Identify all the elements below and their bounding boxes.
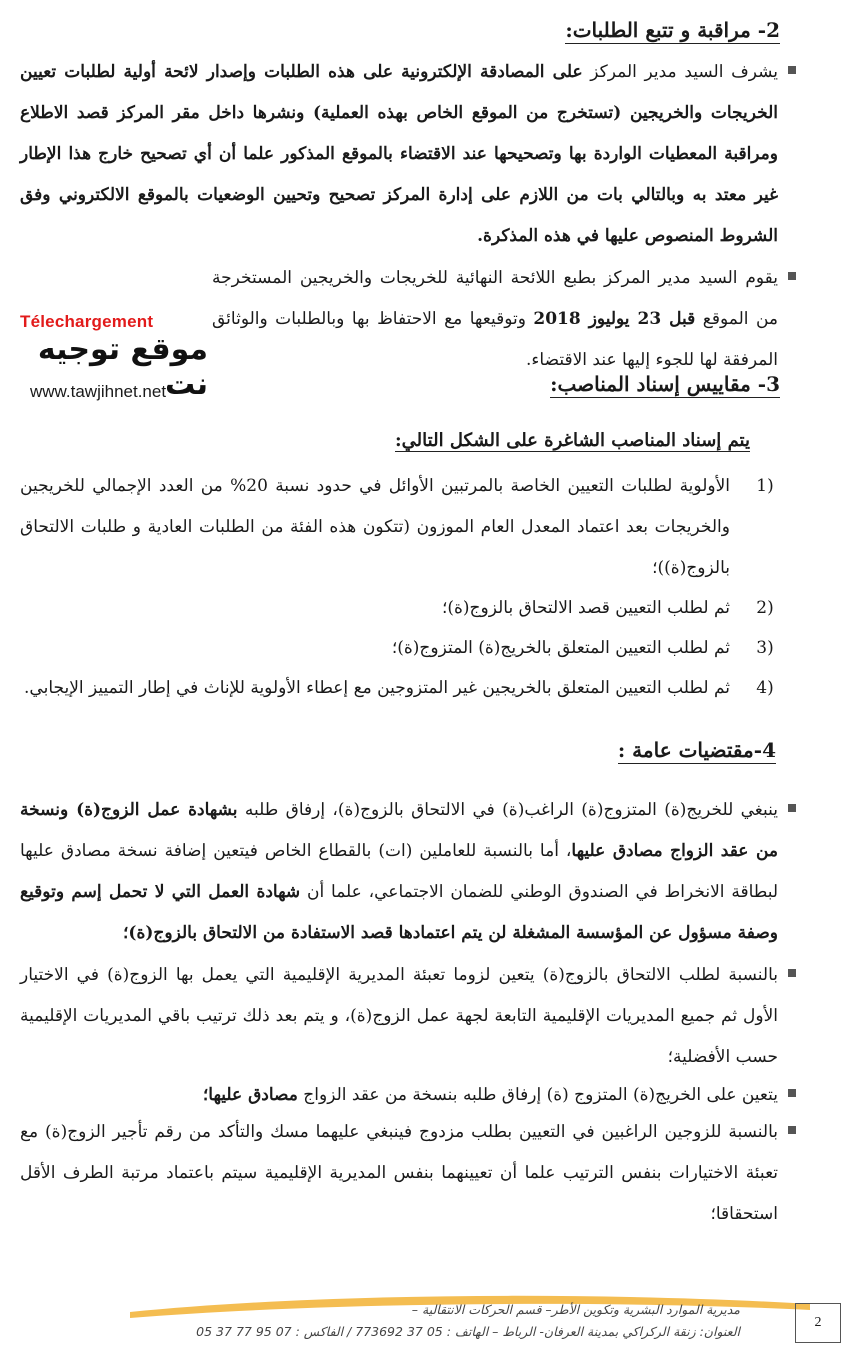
bullet-icon — [788, 969, 796, 977]
item-number: 4) — [756, 678, 774, 698]
section-4-bullet-4: بالنسبة للزوجين الراغبين في التعيين بطلب مزدوج فينبغي عليهما مسك والتأكد من رقم تأجير الزوج(ة) مع تعبئة الاختيارات بنفس الترتيب علما أن تعيينهما بنفس المديرية الإقليمية سيتم باعتماد مرتبة الطرف الأقل استحقاقا؛ — [20, 1112, 778, 1235]
tawjihnet-watermark — [18, 312, 208, 404]
bullet-icon — [788, 272, 796, 280]
page-number: 2 — [795, 1303, 841, 1343]
section-4-bullet-3: يتعين على الخريج(ة) المتزوج (ة) إرفاق طلبه بنسخة من عقد الزواج مصادق عليها؛ — [20, 1075, 778, 1116]
section-4-bullet-1: ينبغي للخريج(ة) المتزوج(ة) الراغب(ة) في الالتحاق بالزوج(ة)، إرفاق طلبه بشهادة عمل الزوج(ة) ونسخة من عقد الزواج مصادق عليها، أما بالنسبة للعاملين (ات) بالقطاع الخاص فيتعين إضافة نسخة مصادق عليها لبطاقة الانخراط في الصندوق الوطني للضمان الاجتماعي، علما أن شهادة العمل التي لا تحمل إسم وتوقيع وصفة مسؤول عن المؤسسة المشغلة لن يتم اعتمادها قصد الاستفادة من الالتحاق بالزوج(ة)؛ — [20, 790, 778, 954]
criteria-item-3: 3) ثم لطلب التعيين المتعلق بالخريج(ة) المتزوج(ة)؛ — [20, 628, 730, 669]
item-number: 3) — [756, 638, 774, 658]
item-number: 2) — [756, 598, 774, 618]
section-3-title: 3- مقاييس إسناد المناصب: — [550, 372, 780, 396]
criteria-item-2: 2) ثم لطلب التعيين قصد الالتحاق بالزوج(ة)؛ — [20, 588, 730, 629]
footer-department: مديرية الموارد البشرية وتكوين الأطر– قسم الحركات الانتقالية – — [411, 1302, 740, 1317]
bullet-icon — [788, 66, 796, 74]
watermark-logo: موقع توجيه نت — [37, 332, 208, 402]
section-4-title: 4-مقتضيات عامة : — [617, 738, 776, 762]
section-2-bullet-2: يقوم السيد مدير المركز بطبع اللائحة النهائية للخريجات والخريجين المستخرجة من الموقع قبل 23 يوليوز 2018 وتوقيعها مع الاحتفاظ بها وبالطلبات والوثائق المرفقة لها للجوء إليها عند الاقتضاء. — [212, 258, 778, 381]
bullet-icon — [788, 1126, 796, 1134]
watermark-url[interactable]: www.tawjihnet.net — [30, 382, 167, 401]
footer-address: العنوان: زنقة الركراكي بمدينة العرفان- الرباط – الهاتف : 05 37 773692 / الفاكس : 07 95 77 37 05 — [196, 1324, 740, 1339]
watermark-download-label: Télechargement — [20, 312, 154, 331]
section-2-title: 2- مراقبة و تتبع الطلبات: — [565, 18, 780, 42]
item-number: 1) — [756, 476, 774, 496]
section-2-bullet-1: يشرف السيد مدير المركز على المصادقة الإلكترونية على هذه الطلبات وإصدار لائحة أولية لطلبات تعيين الخريجات والخريجين (تستخرج من الموقع الخاص بهذه العملية) ونشرها داخل مقر المركز قصد الاطلاع ومراقبة المعطيات الواردة بها وتصحيحها عند الاقتضاء بالموقع المذكور علما أن أي تصحيح خارج هذا الإطار غير معتد به وبالتالي بات من اللازم على إدارة المركز تصحيح وتحيين الوضعيات بالموقع الالكتروني وفق الشروط المنصوص عليها في هذه المذكرة. — [20, 52, 778, 257]
bullet-icon — [788, 804, 796, 812]
section-3-subtitle: يتم إسناد المناصب الشاغرة على الشكل التالي: — [395, 430, 750, 451]
criteria-item-1: 1) الأولوية لطلبات التعيين الخاصة بالمرتبين الأوائل في حدود نسبة 20% من العدد الإجمالي للخريجين والخريجات بعد اعتماد المعدل العام الموزون (تتكون هذه الفئة من الطلبات العادية و طلبات الالتحاق بالزوج(ة))؛ — [20, 466, 730, 589]
section-4-bullet-2: بالنسبة لطلب الالتحاق بالزوج(ة) يتعين لزوما تعبئة المديرية الإقليمية التي يعمل بها الزوج(ة) في الاختيار الأول ثم جميع المديريات الإقليمية التابعة لجهة عمل الزوج(ة)، و يتم بعد ذلك ترتيب باقي المديريات الإقليمية حسب الأفضلية؛ — [20, 955, 778, 1078]
bullet-icon — [788, 1089, 796, 1097]
criteria-item-4: 4) ثم لطلب التعيين المتعلق بالخريجين غير المتزوجين مع إعطاء الأولوية للإناث في إطار التمييز الإيجابي. — [20, 668, 730, 709]
